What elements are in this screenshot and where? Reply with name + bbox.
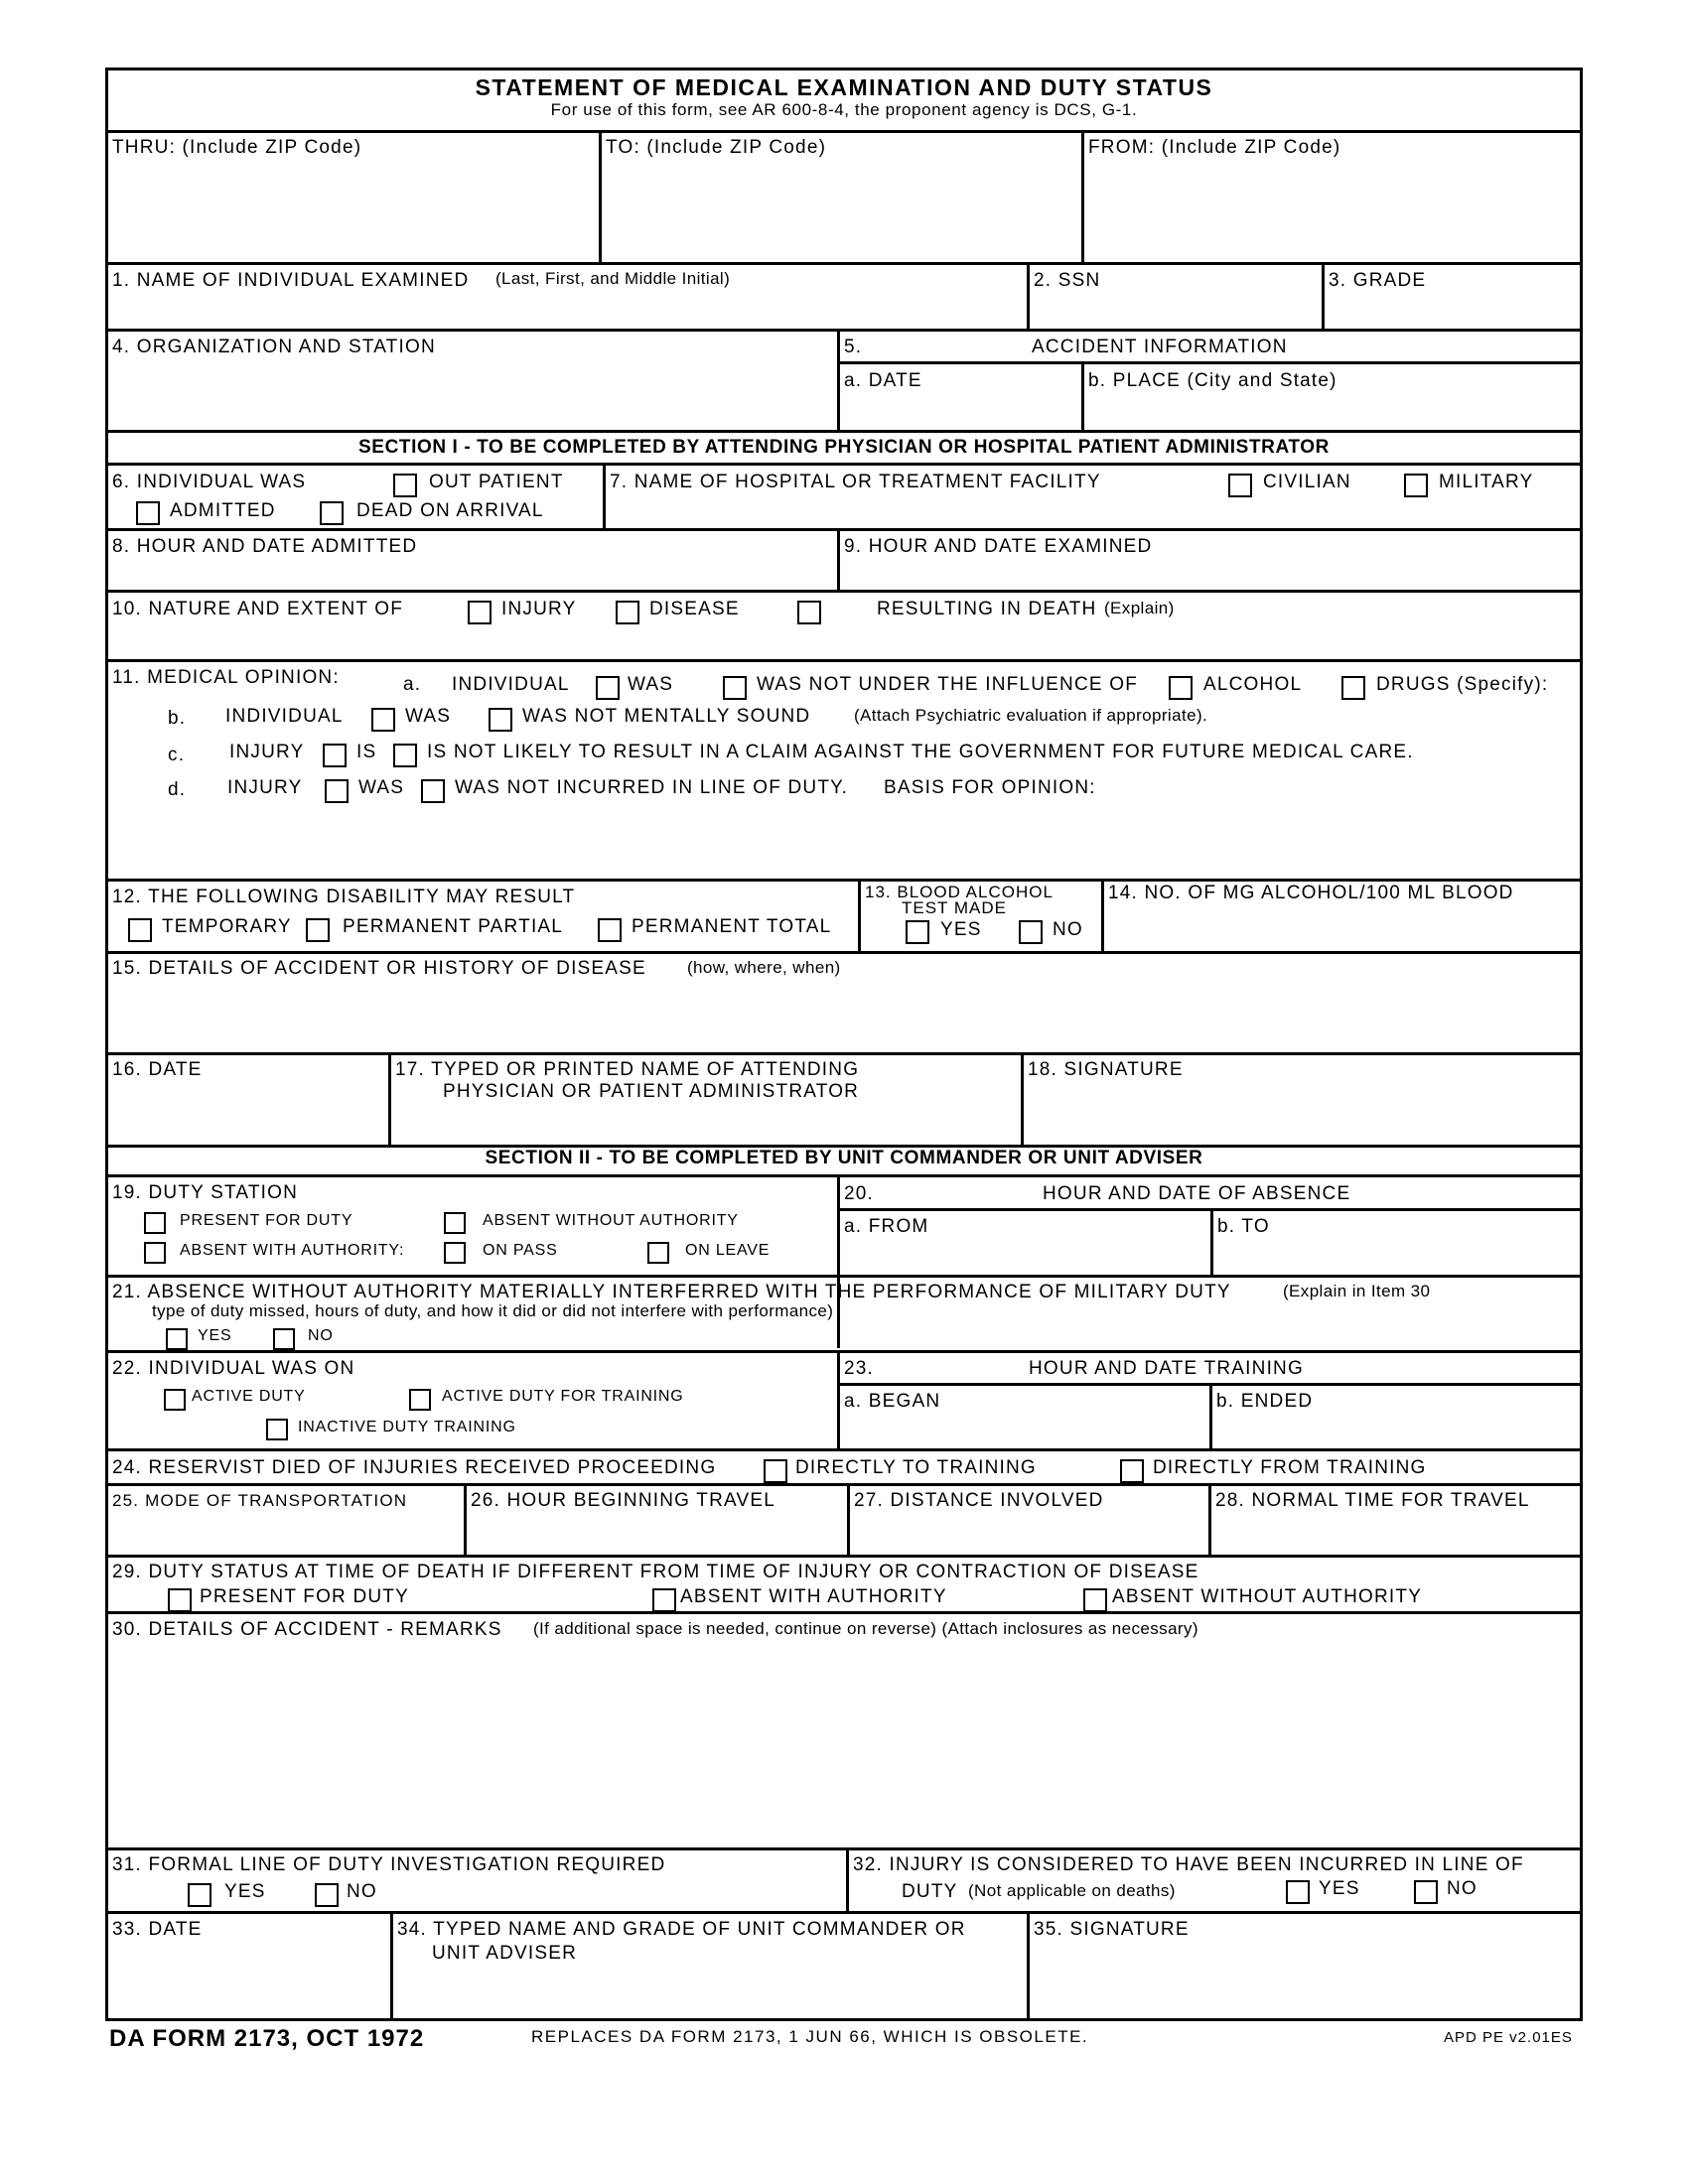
absent-with-authority-checkbox[interactable] (144, 1242, 166, 1264)
opinion-b-letter: b. (168, 708, 187, 729)
field-13-label: 13. BLOOD ALCOHOL (865, 883, 1054, 901)
field-20b-label: b. TO (1217, 1216, 1270, 1237)
resulting-in-death-label: RESULTING IN DEATH (877, 599, 1097, 619)
resulting-in-death-checkbox[interactable] (797, 601, 821, 624)
field-31-label: 31. FORMAL LINE OF DUTY INVESTIGATION REQUIRED (112, 1854, 666, 1875)
field-20a-label: a. FROM (844, 1216, 929, 1237)
divider (108, 430, 1580, 433)
field-20-label: 20. (844, 1183, 875, 1204)
opinion-a-letter: a. (403, 674, 422, 695)
on-leave-checkbox[interactable] (647, 1242, 669, 1264)
admitted-label: ADMITTED (170, 500, 276, 521)
military-checkbox[interactable] (1404, 474, 1428, 497)
divider (388, 1052, 391, 1145)
divider (108, 1911, 1580, 1914)
field-12-label: 12. THE FOLLOWING DISABILITY MAY RESULT (112, 887, 576, 907)
divider (1101, 879, 1104, 951)
divider (108, 528, 1580, 531)
investigation-no-checkbox[interactable] (315, 1883, 339, 1907)
alcohol-checkbox[interactable] (1169, 676, 1193, 700)
divider (108, 463, 1580, 466)
field-4-label: 4. ORGANIZATION AND STATION (112, 337, 436, 357)
divider (1209, 1383, 1212, 1448)
divider (837, 329, 840, 430)
field-21-label: 21. ABSENCE WITHOUT AUTHORITY MATERIALLY INTERFERRED WITH THE PERFORMANCE OF MILITARY DUTY (112, 1282, 1231, 1302)
permanent-total-checkbox[interactable] (598, 918, 622, 942)
on-pass-label: ON PASS (483, 1242, 558, 1259)
divider (108, 1275, 1580, 1278)
version-tag: APD PE v2.01ES (1444, 2029, 1573, 2046)
civilian-checkbox[interactable] (1228, 474, 1252, 497)
field-5b-label: b. PLACE (City and State) (1088, 370, 1337, 391)
death-absent-with-authority-checkbox[interactable] (652, 1588, 676, 1612)
divider (837, 1208, 1580, 1211)
out-patient-label: OUT PATIENT (429, 472, 564, 492)
divider (390, 1911, 393, 2018)
divider (1027, 1911, 1030, 2018)
field-32-label: 32. INJURY IS CONSIDERED TO HAVE BEEN INCURRED IN LINE OF (853, 1854, 1524, 1875)
field-34-label-line2: UNIT ADVISER (432, 1943, 578, 1964)
inactive-duty-training-checkbox[interactable] (266, 1419, 288, 1440)
awol-interfered-yes-checkbox[interactable] (166, 1328, 188, 1350)
field-14-label: 14. NO. OF MG ALCOHOL/100 ML BLOOD (1108, 883, 1514, 903)
active-duty-label: ACTIVE DUTY (192, 1388, 306, 1405)
opinion-a-was-not-label: WAS NOT UNDER THE INFLUENCE OF (757, 674, 1139, 695)
awol-interfered-yes-label: YES (198, 1327, 232, 1344)
permanent-partial-label: PERMANENT PARTIAL (343, 916, 564, 937)
field-17-label: 17. TYPED OR PRINTED NAME OF ATTENDING (395, 1059, 860, 1080)
opinion-d-was-not-checkbox[interactable] (421, 779, 445, 803)
opinion-c-letter: c. (168, 745, 186, 765)
accident-info-title: ACCIDENT INFORMATION (1032, 337, 1288, 357)
active-duty-checkbox[interactable] (164, 1389, 186, 1411)
opinion-b-was-checkbox[interactable] (371, 708, 395, 732)
divider (599, 130, 602, 262)
opinion-b-was-not-label: WAS NOT MENTALLY SOUND (522, 706, 811, 727)
divider (837, 1350, 840, 1448)
blood-alcohol-no-label: NO (1053, 919, 1083, 940)
divider (837, 528, 840, 590)
awol-interfered-no-label: NO (308, 1327, 334, 1344)
field-5a-label: a. DATE (844, 370, 922, 391)
medical-exam-form (105, 68, 1583, 2021)
divider (108, 1555, 1580, 1558)
opinion-c-is-not-checkbox[interactable] (393, 744, 417, 767)
present-for-duty-label: PRESENT FOR DUTY (180, 1212, 353, 1229)
active-duty-training-checkbox[interactable] (409, 1389, 431, 1411)
injury-label: INJURY (501, 599, 577, 619)
field-15-label: 15. DETAILS OF ACCIDENT OR HISTORY OF DISEASE (112, 958, 646, 979)
opinion-d-was-checkbox[interactable] (325, 779, 349, 803)
on-pass-checkbox[interactable] (444, 1242, 466, 1264)
blood-alcohol-yes-label: YES (940, 919, 982, 940)
thru-label: THRU: (Include ZIP Code) (112, 137, 362, 158)
field-23b-label: b. ENDED (1216, 1391, 1314, 1412)
disease-checkbox[interactable] (616, 601, 639, 624)
permanent-total-label: PERMANENT TOTAL (632, 916, 832, 937)
temporary-checkbox[interactable] (128, 918, 152, 942)
divider (858, 879, 861, 951)
divider (108, 951, 1580, 954)
field-15-note: (how, where, when) (687, 958, 841, 977)
divider (1027, 262, 1030, 329)
field-27-label: 27. DISTANCE INVOLVED (854, 1490, 1104, 1511)
training-title: HOUR AND DATE TRAINING (1029, 1358, 1304, 1379)
divider (108, 130, 1580, 133)
present-for-duty-checkbox[interactable] (144, 1212, 166, 1234)
divider (108, 262, 1580, 265)
divider (108, 1483, 1580, 1486)
field-6-label: 6. INDIVIDUAL WAS (112, 472, 307, 492)
directly-from-training-checkbox[interactable] (1120, 1459, 1144, 1483)
absent-without-authority-checkbox[interactable] (444, 1212, 466, 1234)
field-5-label: 5. (844, 337, 863, 357)
disease-label: DISEASE (649, 599, 740, 619)
field-34-label: 34. TYPED NAME AND GRADE OF UNIT COMMANDER OR (397, 1919, 966, 1940)
dead-on-arrival-label: DEAD ON ARRIVAL (356, 500, 544, 521)
field-18-label: 18. SIGNATURE (1028, 1059, 1184, 1080)
divider (108, 659, 1580, 662)
form-title: STATEMENT OF MEDICAL EXAMINATION AND DUTY STATUS (475, 74, 1213, 100)
absent-without-authority-label: ABSENT WITHOUT AUTHORITY (483, 1212, 739, 1229)
dead-on-arrival-checkbox[interactable] (320, 501, 344, 525)
from-label: FROM: (Include ZIP Code) (1088, 137, 1341, 158)
divider (108, 1611, 1580, 1614)
alcohol-label: ALCOHOL (1203, 674, 1303, 695)
field-23-label: 23. (844, 1358, 875, 1379)
opinion-a-was-label: WAS (628, 674, 674, 695)
opinion-c-is-label: IS (356, 742, 377, 762)
opinion-d-was-label: WAS (358, 777, 405, 798)
divider (108, 1174, 1580, 1177)
investigation-yes-checkbox[interactable] (188, 1883, 211, 1907)
field-21-label-line2: type of duty missed, hours of duty, and how it did or did not interfere with performance) (152, 1301, 834, 1320)
divider (1021, 1052, 1024, 1145)
field-9-label: 9. HOUR AND DATE EXAMINED (844, 536, 1153, 557)
divider (108, 1448, 1580, 1451)
field-3-label: 3. GRADE (1329, 270, 1427, 291)
field-32-label-line2: DUTY (902, 1881, 958, 1902)
field-2-label: 2. SSN (1034, 270, 1101, 291)
divider (108, 1052, 1580, 1055)
field-13-label-line2: TEST MADE (902, 898, 1007, 917)
death-absent-with-authority-label: ABSENT WITH AUTHORITY (680, 1586, 947, 1607)
field-26-label: 26. HOUR BEGINNING TRAVEL (471, 1490, 775, 1511)
injury-checkbox[interactable] (468, 601, 492, 624)
field-11-label: 11. MEDICAL OPINION: (112, 667, 340, 688)
directly-to-training-label: DIRECTLY TO TRAINING (795, 1457, 1037, 1478)
field-22-label: 22. INDIVIDUAL WAS ON (112, 1358, 355, 1379)
absence-title: HOUR AND DATE OF ABSENCE (1043, 1183, 1351, 1204)
field-19-label: 19. DUTY STATION (112, 1182, 299, 1203)
blood-alcohol-yes-checkbox[interactable] (906, 920, 929, 944)
field-32-note: (Not applicable on deaths) (968, 1881, 1176, 1900)
field-21-note: (Explain in Item 30 (1283, 1282, 1431, 1300)
divider (108, 1350, 1580, 1353)
section-2-title: SECTION II - TO BE COMPLETED BY UNIT COMMANDER OR UNIT ADVISER (485, 1148, 1203, 1168)
divider (837, 361, 1580, 364)
inactive-duty-training-label: INACTIVE DUTY TRAINING (298, 1419, 516, 1435)
field-24-label: 24. RESERVIST DIED OF INJURIES RECEIVED PROCEEDING (112, 1457, 717, 1478)
replaces-note: REPLACES DA FORM 2173, 1 JUN 66, WHICH IS OBSOLETE. (531, 2027, 1089, 2046)
field-30-note: (If additional space is needed, continue on reverse) (Attach inclosures as necessary) (533, 1619, 1198, 1638)
field-10-label: 10. NATURE AND EXTENT OF (112, 599, 404, 619)
opinion-b-note: (Attach Psychiatric evaluation if appropriate). (854, 706, 1208, 725)
divider (1322, 262, 1325, 329)
line-of-duty-yes-label: YES (1319, 1878, 1360, 1899)
basis-for-opinion-label: BASIS FOR OPINION: (884, 777, 1096, 798)
drugs-label: DRUGS (Specify): (1376, 674, 1549, 695)
line-of-duty-no-label: NO (1447, 1878, 1477, 1899)
divider (1210, 1208, 1213, 1275)
drugs-checkbox[interactable] (1341, 676, 1365, 700)
opinion-a-was-checkbox[interactable] (596, 676, 620, 700)
opinion-a-individual: INDIVIDUAL (452, 674, 570, 695)
investigation-no-label: NO (347, 1881, 377, 1902)
blood-alcohol-no-checkbox[interactable] (1019, 920, 1043, 944)
field-35-label: 35. SIGNATURE (1034, 1919, 1190, 1940)
permanent-partial-checkbox[interactable] (306, 918, 330, 942)
divider (1081, 361, 1084, 430)
divider (603, 463, 606, 528)
section-1-title: SECTION I - TO BE COMPLETED BY ATTENDING PHYSICIAN OR HOSPITAL PATIENT ADMINISTRATOR (358, 437, 1330, 458)
form-number: DA FORM 2173, OCT 1972 (109, 2025, 425, 2052)
field-33-label: 33. DATE (112, 1919, 203, 1940)
opinion-d-injury: INJURY (227, 777, 303, 798)
field-8-label: 8. HOUR AND DATE ADMITTED (112, 536, 418, 557)
divider (846, 1847, 849, 1911)
field-1-label: 1. NAME OF INDIVIDUAL EXAMINED (112, 270, 470, 291)
opinion-d-letter: d. (168, 779, 187, 800)
field-7-label: 7. NAME OF HOSPITAL OR TREATMENT FACILITY (610, 472, 1101, 492)
field-17-label-line2: PHYSICIAN OR PATIENT ADMINISTRATOR (443, 1081, 860, 1102)
divider (108, 1847, 1580, 1850)
directly-to-training-checkbox[interactable] (764, 1459, 787, 1483)
field-29-label: 29. DUTY STATUS AT TIME OF DEATH IF DIFFERENT FROM TIME OF INJURY OR CONTRACTION OF DISEASE (112, 1562, 1199, 1582)
field-16-label: 16. DATE (112, 1059, 203, 1080)
opinion-c-injury: INJURY (229, 742, 305, 762)
opinion-d-was-not-label: WAS NOT INCURRED IN LINE OF DUTY. (455, 777, 849, 798)
absent-with-authority-label: ABSENT WITH AUTHORITY: (180, 1242, 405, 1259)
form-subtitle: For use of this form, see AR 600-8-4, the proponent agency is DCS, G-1. (550, 100, 1138, 119)
field-1-note: (Last, First, and Middle Initial) (495, 269, 731, 288)
line-of-duty-no-checkbox[interactable] (1414, 1880, 1438, 1904)
divider (108, 590, 1580, 593)
divider (464, 1483, 467, 1555)
investigation-yes-label: YES (224, 1881, 266, 1902)
temporary-label: TEMPORARY (162, 916, 292, 937)
opinion-a-was-not-checkbox[interactable] (723, 676, 747, 700)
out-patient-checkbox[interactable] (393, 474, 417, 497)
opinion-b-was-not-checkbox[interactable] (489, 708, 512, 732)
field-23a-label: a. BEGAN (844, 1391, 941, 1412)
active-duty-training-label: ACTIVE DUTY FOR TRAINING (442, 1388, 684, 1405)
divider (837, 1174, 840, 1348)
on-leave-label: ON LEAVE (685, 1242, 771, 1259)
to-label: TO: (Include ZIP Code) (606, 137, 827, 158)
opinion-c-is-checkbox[interactable] (323, 744, 347, 767)
field-25-label: 25. MODE OF TRANSPORTATION (112, 1491, 408, 1510)
death-absent-without-authority-label: ABSENT WITHOUT AUTHORITY (1112, 1586, 1423, 1607)
divider (1081, 130, 1084, 262)
explain-note: (Explain) (1104, 599, 1175, 617)
awol-interfered-no-checkbox[interactable] (273, 1328, 295, 1350)
divider (108, 329, 1580, 332)
field-30-label: 30. DETAILS OF ACCIDENT - REMARKS (112, 1619, 502, 1640)
divider (847, 1483, 850, 1555)
line-of-duty-yes-checkbox[interactable] (1286, 1880, 1310, 1904)
death-absent-without-authority-checkbox[interactable] (1083, 1588, 1107, 1612)
civilian-label: CIVILIAN (1263, 472, 1351, 492)
opinion-b-was-label: WAS (405, 706, 452, 727)
military-label: MILITARY (1439, 472, 1534, 492)
death-present-for-duty-label: PRESENT FOR DUTY (200, 1586, 409, 1607)
opinion-c-is-not-label: IS NOT LIKELY TO RESULT IN A CLAIM AGAINST THE GOVERNMENT FOR FUTURE MEDICAL CARE. (427, 742, 1414, 762)
divider (1208, 1483, 1211, 1555)
divider (837, 1383, 1580, 1386)
admitted-checkbox[interactable] (136, 501, 160, 525)
death-present-for-duty-checkbox[interactable] (168, 1588, 192, 1612)
divider (108, 879, 1580, 882)
opinion-b-individual: INDIVIDUAL (225, 706, 344, 727)
directly-from-training-label: DIRECTLY FROM TRAINING (1153, 1457, 1427, 1478)
field-28-label: 28. NORMAL TIME FOR TRAVEL (1215, 1490, 1530, 1511)
